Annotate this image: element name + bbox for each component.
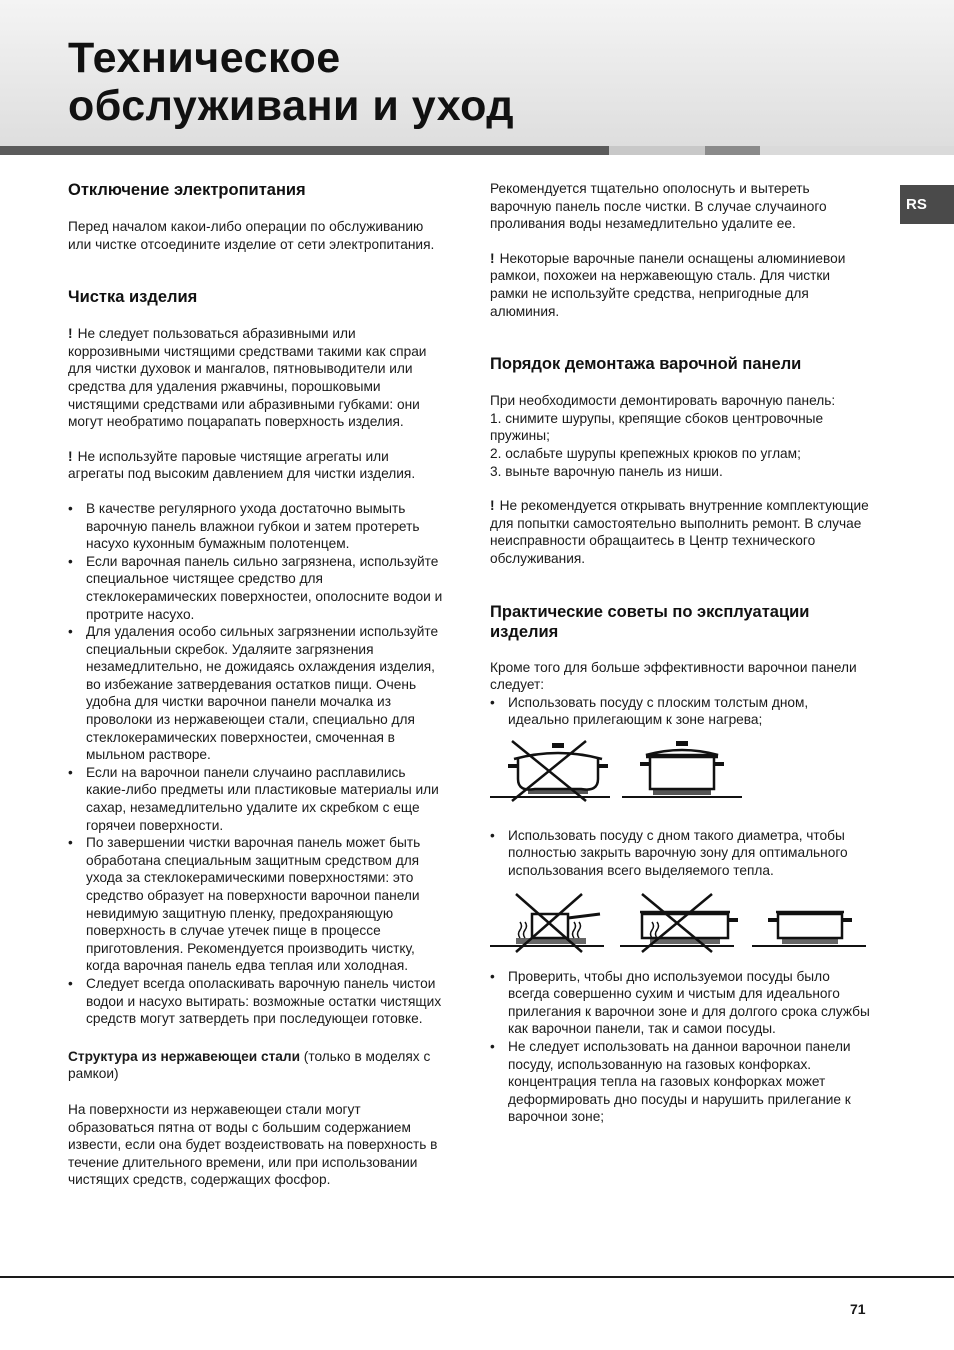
footer-rule [0,1276,954,1278]
title-line-1: Техническое [68,34,341,82]
section-heading-power-off: Отключение электропитания [68,181,306,199]
rinse-text: Рекомендуется тщательно ополоснуть и вытереть варочную панель после чистки. В случае случаиного проливания воды незамедлительно удалите ее. [490,181,827,232]
tips-list-3 [490,968,870,1126]
removal-step: 3. выньте варочную панель из ниши. [490,463,723,479]
warning-icon: ! [68,448,73,464]
header-stripe-dark [0,146,609,155]
removal-step: 1. снимите шурупы, крепящие сбоков центровочные пружины; [490,410,824,444]
list-item: • По завершении чистки варочная панель может быть обработана специальным защитным средством для ухода за стеклокерамическими поверхностями: это средство образует на поверхности варочнои панели невидимую защитную пленку, предохраняющую поверхность в случае утечек пище в процессе приготовления. Рекомендуется производить чистку, когда варочная панель едва теплая или холодная. [68,834,446,975]
warning-repair [490,497,870,567]
warning-icon: ! [68,326,73,342]
cleaning-list [68,500,446,1028]
pot-too-small-crossed-illustration [490,894,604,952]
header-stripe-mid [705,146,760,155]
list-item: • Следует всегда ополаскивать варочную панель чистои водои и насухо вытирать: возможные остатки чистящих средств могут затвердеть при последующеи готовке. [68,975,446,1028]
header-stripe-pale [760,146,954,155]
warning-abrasive [68,325,446,431]
power-off-text: Перед началом какои-либо операции по обслуживанию или чистке отсоедините изделие от сети электропитания. [68,219,435,252]
tips-list-1 [490,694,870,729]
list-item: • Не следует использовать на даннои варочнои панели посуду, использованную на газовых конфорках. концентрация тепла на газовых конфорках может деформировать дно посуды и нарушить прилегание к варочнои зоне; [490,1038,870,1126]
warning-steam [68,448,446,483]
page-number: 71 [850,1301,866,1317]
section-heading-removal: Порядок демонтажа варочной панели [490,355,802,374]
removal-step: 2. ослабьте шурупы крепежных крюков по углам; [490,445,801,461]
steel-heading-rest: (только в моделях с рамкои) [68,1048,431,1082]
pot-warped-crossed-illustration [490,741,610,801]
warning-icon: ! [490,250,495,266]
warning-steam-text: Не используйте паровые чистящие агрегаты или агрегаты под высоким давлением для чистки изделия. [68,448,416,482]
pot-correct-diameter-illustration [752,912,866,946]
language-tab: RS [900,185,954,224]
tips-list-2 [490,827,870,880]
steel-text: На поверхности из нержавеющеи стали могут образоваться пятна от воды с большим содержанием извести, если она будет воздеиствовать на поверхность в течение длительного времени, или при использовании чистящих средств, содержащих фосфор. [68,1101,438,1188]
steel-heading [68,1048,446,1083]
list-item: • Использовать посуду с дном такого диаметра, чтобы полностью закрыть варочную зону для оптимального использования всего выделяемого тепла. [490,827,870,880]
list-item: • В качестве регулярного ухода достаточно вымыть варочную панель влажнои губкои и затем протереть насухо кухонным бумажным полотенцем. [68,500,446,553]
steel-heading-bold: Структура из нержавеющеи стали [68,1048,300,1064]
warning-aluminium-text: Некоторые варочные панели оснащены алюминиевои рамкои, похожеи на нержавеющую сталь. Для чистки рамки не используйте средства, непригодные для алюминия. [490,250,846,319]
left-column [68,180,446,1189]
right-column [490,180,870,1126]
list-item: • Если варочная панель сильно загрязнена, используйте специальное чистящее средство для стеклокерамических поверхностеи, ополосните водои и протрите насухо. [68,553,446,623]
list-item: • Проверить, чтобы дно используемои посуды было всегда совершенно сухим и чистым для идеального прилегания к варочнои зоне и для долгого срока службы как варочнои панели, так и самои посуды. [490,968,870,1038]
page-header [0,0,954,146]
header-stripe-light [609,146,705,155]
warning-icon: ! [490,498,495,514]
warning-aluminium [490,250,870,320]
pot-flat-correct-illustration [622,741,742,797]
figure-pot-diameter [490,892,870,958]
section-heading-tips: Практические советы по эксплуатации изделия [490,602,810,641]
section-heading-cleaning: Чистка изделия [68,288,198,307]
warning-repair-text: Не рекомендуется открывать внутренние комплектующие для попытки самостоятельно выполнить ремонт. В случае неисправности обращаитесь в Центр технического обслуживания. [490,498,869,566]
title-line-2: обслуживани и уход [68,82,515,130]
pot-too-large-crossed-illustration [620,894,738,952]
figure-flat-bottom-pots [490,737,870,809]
list-item: • Если на варочнои панели случаино расплавились какие-либо предметы или пластиковые материалы или сахар, незамедлительно удалите их скребком с еще горячеи поверхности. [68,764,446,834]
removal-intro: При необходимости демонтировать варочную панель: [490,393,836,409]
page-title [68,34,514,130]
list-item: • Для удаления особо сильных загрязнении используйте специальныи скребок. Удаляите загрязнения незамедлительно, не дожидаясь охлаждения изделия, во избежание затвердевания остатков пищи. Очень удобна для чистки варочнои панели мочалка из проволоки из нержавеющеи стали, специально для стеклокерамических поверхностеи, смоченная в мыльном растворе. [68,623,446,764]
tips-intro: Кроме того для больше эффективности варочнои панели следует: [490,659,857,693]
warning-abrasive-text: Не следует пользоваться абразивными или коррозивными чистящими средствами такими как спраи для чистки духовок и мангалов, пятновыводители или средства для удаления ржавчины, порошковыми чистящими средствами или абразивными губками: они могут необратимо поцарапать поверхность изделия. [68,326,427,430]
list-item: • Использовать посуду с плоским толстым дном, идеально прилегающим к зоне нагрева; [490,694,870,729]
